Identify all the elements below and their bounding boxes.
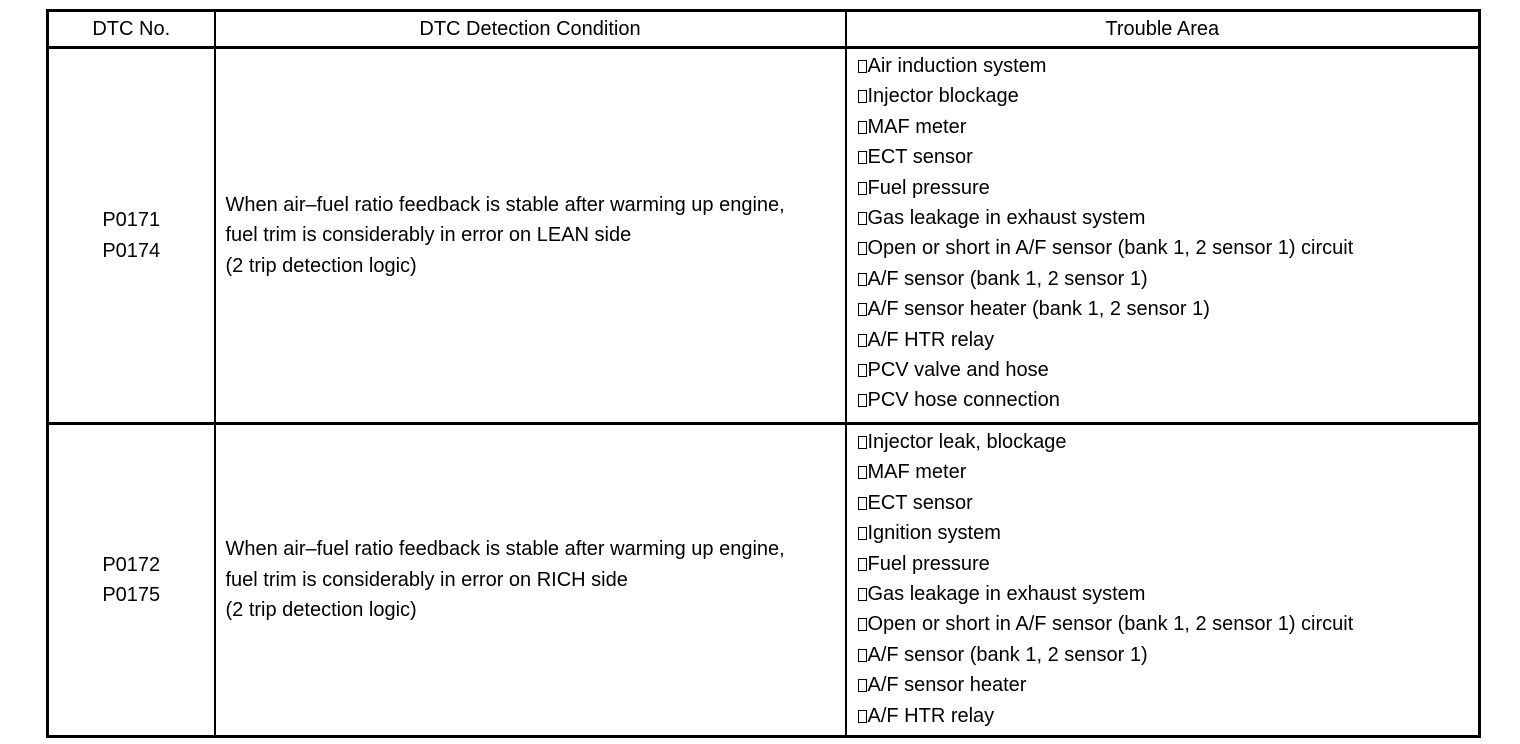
condition-line: fuel trim is considerably in error on RICH side [225,568,628,591]
table-body [48,48,1480,737]
trouble-area-item [858,325,1479,355]
trouble-area-label: Ignition system [867,522,1001,545]
dtc-code: P0175 [102,584,161,606]
trouble-area-label: PCV hose connection [867,389,1060,412]
trouble-area-label: MAF meter [867,461,967,484]
trouble-area-item [858,264,1479,294]
trouble-area-label: A/F HTR relay [867,704,995,727]
trouble-area-item [858,670,1479,700]
trouble-area-label: Fuel pressure [867,552,990,575]
trouble-area-label: PCV valve and hose [867,359,1049,382]
checkbox-icon [858,558,867,571]
trouble-area-label: ECT sensor [867,146,973,169]
trouble-area-label: A/F HTR relay [867,328,995,351]
condition-line: fuel trim is considerably in error on LEAN side [225,224,632,247]
trouble-area-label: Open or short in A/F sensor (bank 1, 2 sensor 1) circuit [867,613,1354,636]
condition-line: When air–fuel ratio feedback is stable after warming up engine, [225,193,785,216]
condition-line: (2 trip detection logic) [225,599,417,622]
trouble-area-label: Open or short in A/F sensor (bank 1, 2 sensor 1) circuit [867,237,1354,260]
checkbox-icon [858,497,867,510]
checkbox-icon [858,364,867,377]
checkbox-icon [858,466,867,479]
trouble-area-item [858,640,1479,670]
checkbox-icon [858,394,867,407]
trouble-area-item [858,549,1479,579]
trouble-area-item [858,488,1479,518]
trouble-area-item [858,355,1479,385]
dtc-code: P0174 [102,239,161,262]
checkbox-icon [858,273,867,286]
trouble-area-label: Injector leak, blockage [867,431,1067,453]
trouble-area-label: Gas leakage in exhaust system [867,207,1146,230]
header-dtc-no: DTC No. [48,11,215,48]
header-row [48,11,1480,48]
trouble-area-label: A/F sensor heater [867,674,1027,697]
trouble-area-label: Gas leakage in exhaust system [867,583,1146,606]
trouble-area-label: ECT sensor [867,491,973,514]
checkbox-icon [858,212,867,225]
trouble-area-item [858,112,1479,142]
table-row [48,48,1480,424]
trouble-area-label: Air induction system [867,55,1047,77]
dtc-code-cell [48,424,215,737]
checkbox-icon [858,649,867,662]
detection-condition-cell [215,48,846,424]
trouble-area-item [858,203,1479,233]
table-header [48,11,1480,48]
trouble-area-item [858,233,1479,263]
header-trouble-area: Trouble Area [846,11,1480,48]
trouble-area-item [858,173,1479,203]
trouble-area-label: A/F sensor (bank 1, 2 sensor 1) [867,643,1148,666]
checkbox-icon [858,90,867,103]
checkbox-icon [858,60,867,73]
dtc-code: P0172 [102,553,161,576]
trouble-area-label: A/F sensor heater (bank 1, 2 sensor 1) [867,298,1210,321]
header-detection-condition: DTC Detection Condition [215,11,846,48]
trouble-area-item [858,294,1479,324]
trouble-area-item [858,51,1479,81]
trouble-area-item [858,518,1479,548]
trouble-area-item [858,142,1479,172]
trouble-area-item [858,609,1479,639]
checkbox-icon [858,679,867,692]
checkbox-icon [858,588,867,601]
trouble-area-item [858,701,1479,731]
trouble-area-label: MAF meter [867,115,967,138]
checkbox-icon [858,121,867,134]
trouble-area-cell [846,48,1480,424]
dtc-code: P0171 [102,209,161,232]
checkbox-icon [858,242,867,255]
condition-line: (2 trip detection logic) [225,254,417,277]
trouble-area-item [858,385,1479,415]
trouble-area-item [858,457,1479,487]
checkbox-icon [858,151,867,164]
checkbox-icon [858,182,867,195]
checkbox-icon [858,436,867,449]
detection-condition-cell [215,424,846,737]
trouble-area-item [858,427,1479,457]
trouble-area-item [858,81,1479,111]
checkbox-icon [858,303,867,316]
trouble-area-cell [846,424,1480,737]
condition-line: When air–fuel ratio feedback is stable after warming up engine, [225,538,785,561]
trouble-area-item [858,579,1479,609]
checkbox-icon [858,527,867,540]
trouble-area-label: Injector blockage [867,85,1019,108]
dtc-table [46,9,1481,738]
trouble-area-label: Fuel pressure [867,176,990,199]
checkbox-icon [858,710,867,723]
table-row [48,424,1480,737]
checkbox-icon [858,334,867,347]
dtc-code-cell [48,48,215,424]
trouble-area-label: A/F sensor (bank 1, 2 sensor 1) [867,267,1148,290]
checkbox-icon [858,618,867,631]
